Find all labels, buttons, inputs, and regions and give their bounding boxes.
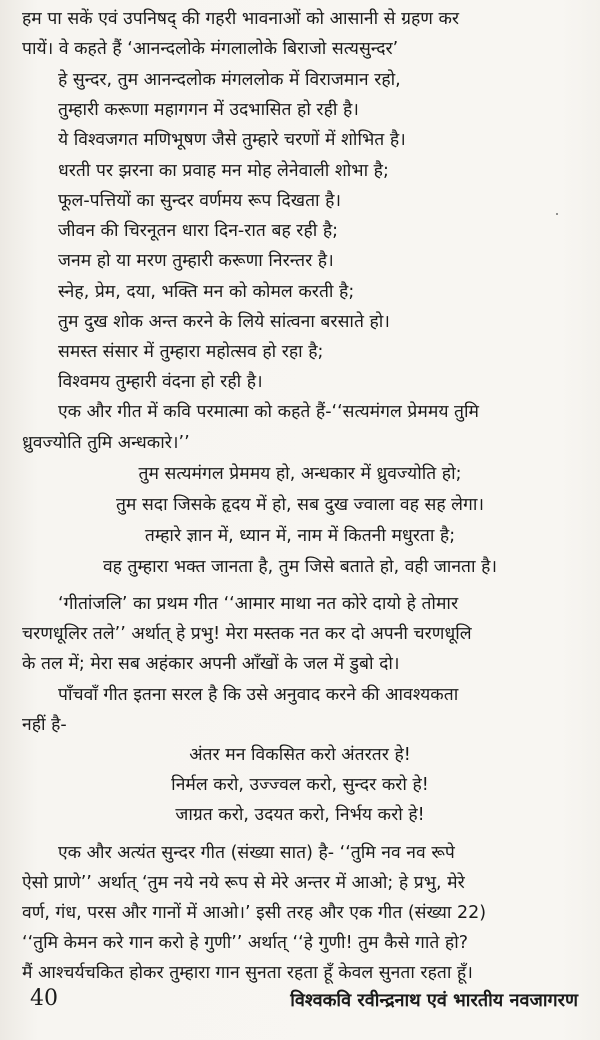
poem-line-8-content: स्नेह, प्रेम, दया, भक्ति मन को कोमल करती है;	[58, 282, 355, 302]
gitanjali-line-3	[22, 653, 578, 675]
poem-line-2	[58, 99, 578, 121]
poem-line-9	[58, 311, 578, 333]
gitanjali-line-3-content: के तल में; मेरा सब अहंकार अपनी आँखों के जल में डुबो दो।	[22, 654, 400, 674]
text-line-2-content: पायें। वे कहते हैं ‘आनन्दलोके मंगलालोके बिराजो सत्यसुन्दर’	[22, 39, 399, 59]
paragraph-2-line-2	[22, 432, 578, 454]
poem-line-11-content: विश्वमय तुम्हारी वंदना हो रही है।	[58, 372, 263, 392]
fifth-song-line-1	[58, 684, 458, 706]
translation-line-3-content: तम्हारे ज्ञान में, ध्यान में, नाम में कितनी मधुरता है;	[144, 526, 456, 546]
gitanjali-line-2	[22, 623, 578, 645]
poem-line-5	[58, 190, 578, 212]
page-number: 40	[30, 986, 58, 1011]
song-seven-line-4-content: ‘‘तुमि केमन करे गान करो हे गुणी’’ अर्थात् ‘‘हे गुणी! तुम कैसे गाते हो?	[22, 933, 469, 953]
translation-line-4-content: वह तुम्हारा भक्त जानता है, तुम जिसे बताते हो, वही जानता है।	[102, 557, 498, 577]
fifth-song-line-1-content: पाँचवाँ गीत इतना सरल है कि उसे अनुवाद करने की आवश्यकता	[58, 685, 459, 705]
poem-line-4-content: धरती पर झरना का प्रवाह मन मोह लेनेवाली शोभा है;	[58, 161, 389, 181]
poem-line-3	[58, 129, 578, 151]
gitanjali-line-1-content: ‘गीतांजलि’ का प्रथम गीत ‘‘आमार माथा नत कोरे दायो हे तोमार	[58, 594, 459, 614]
fifth-song-line-2	[22, 714, 578, 736]
text-line-2	[22, 38, 578, 60]
translation-line-4	[0, 556, 600, 578]
poem-line-8	[58, 281, 578, 303]
poem-line-6	[58, 220, 578, 242]
gitanjali-line-2-content: चरणधूलिर तले’’ अर्थात् हे प्रभु! मेरा मस्तक नत कर दो अपनी चरणधूलि	[22, 624, 472, 644]
verse-line-1	[0, 744, 600, 766]
poem-line-4	[58, 160, 578, 182]
translation-line-2	[0, 494, 600, 516]
verse-line-3	[0, 804, 600, 826]
poem-line-10	[58, 341, 578, 363]
poem-line-11	[58, 371, 578, 393]
translation-line-1	[0, 463, 600, 485]
song-seven-line-5-content: मैं आश्चर्यचकित होकर तुम्हारा गान सुनता रहता हूँ केवल सुनता रहता हूँ।	[22, 963, 473, 983]
song-seven-line-3	[22, 902, 578, 924]
song-seven-line-2	[22, 872, 578, 894]
text-line-1	[22, 8, 578, 30]
footer-title: विश्वकवि रवीन्द्रनाथ एवं भारतीय नवजागरण	[290, 990, 578, 1011]
verse-line-2-content: निर्मल करो, उज्ज्वल करो, सुन्दर करो हे!	[171, 775, 429, 795]
paragraph-2-line-2-content: ध्रुवज्योति तुमि अन्धकारे।’’	[22, 433, 190, 453]
song-seven-line-5	[22, 962, 578, 984]
fifth-song-line-2-content: नहीं है-	[22, 715, 67, 735]
text-line-1-content: हम पा सकें एवं उपनिषद् की गहरी भावनाओं को आसानी से ग्रहण कर	[22, 9, 460, 29]
verse-line-2	[0, 774, 600, 796]
verse-line-3-content: जाग्रत करो, उदयत करो, निर्भय करो हे!	[175, 805, 425, 825]
poem-line-1-content: हे सुन्दर, तुम आनन्दलोक मंगललोक में विराजमान रहो,	[58, 70, 401, 90]
verse-line-1-content: अंतर मन विकसित करो अंतरतर हे!	[189, 745, 411, 765]
poem-line-6-content: जीवन की चिरनूतन धारा दिन-रात बह रही है;	[58, 221, 339, 241]
song-seven-line-4	[22, 932, 578, 954]
poem-line-7	[58, 250, 578, 272]
song-seven-line-1-content: एक और अत्यंत सुन्दर गीत (संख्या सात) है- ‘‘तुमि नव नव रूपे	[58, 843, 455, 863]
paragraph-2-line-1-content: एक और गीत में कवि परमात्मा को कहते हैं-‘‘सत्यमंगल प्रेममय तुमि	[58, 402, 480, 422]
paragraph-2-line-1	[58, 401, 479, 423]
song-seven-line-2-content: ऐसो प्राणे’’ अर्थात् ‘तुम नये नये रूप से मेरे अन्तर में आओ; हे प्रभु, मेरे	[22, 873, 465, 893]
poem-line-1	[58, 69, 578, 91]
poem-line-5-content: फूल-पत्तियों का सुन्दर वर्णमय रूप दिखता है।	[58, 191, 342, 211]
poem-line-9-content: तुम दुख शोक अन्त करने के लिये सांत्वना बरसाते हो।	[58, 312, 390, 332]
gitanjali-line-1	[58, 593, 458, 615]
song-seven-line-1	[58, 842, 455, 864]
song-seven-line-3-content: वर्ण, गंध, परस और गानों में आओ।’ इसी तरह और एक गीत (संख्या 22)	[22, 903, 487, 923]
page-speck	[556, 213, 558, 215]
translation-line-2-content: तुम सदा जिसके हृदय में हो, सब दुख ज्वाला वह सह लेगा।	[115, 495, 485, 515]
poem-line-2-content: तुम्हारी करूणा महागगन में उदभासित हो रही है।	[58, 100, 359, 120]
poem-line-3-content: ये विश्वजगत मणिभूषण जैसे तुम्हारे चरणों में शोभित है।	[58, 130, 406, 150]
translation-line-1-content: तुम सत्यमंगल प्रेममय हो, अन्धकार में ध्रुवज्योति हो;	[138, 464, 462, 484]
poem-line-10-content: समस्त संसार में तुम्हारा महोत्सव हो रहा है;	[58, 342, 324, 362]
poem-line-7-content: जनम हो या मरण तुम्हारी करूणा निरन्तर है।	[58, 251, 334, 271]
translation-line-3	[0, 525, 600, 547]
